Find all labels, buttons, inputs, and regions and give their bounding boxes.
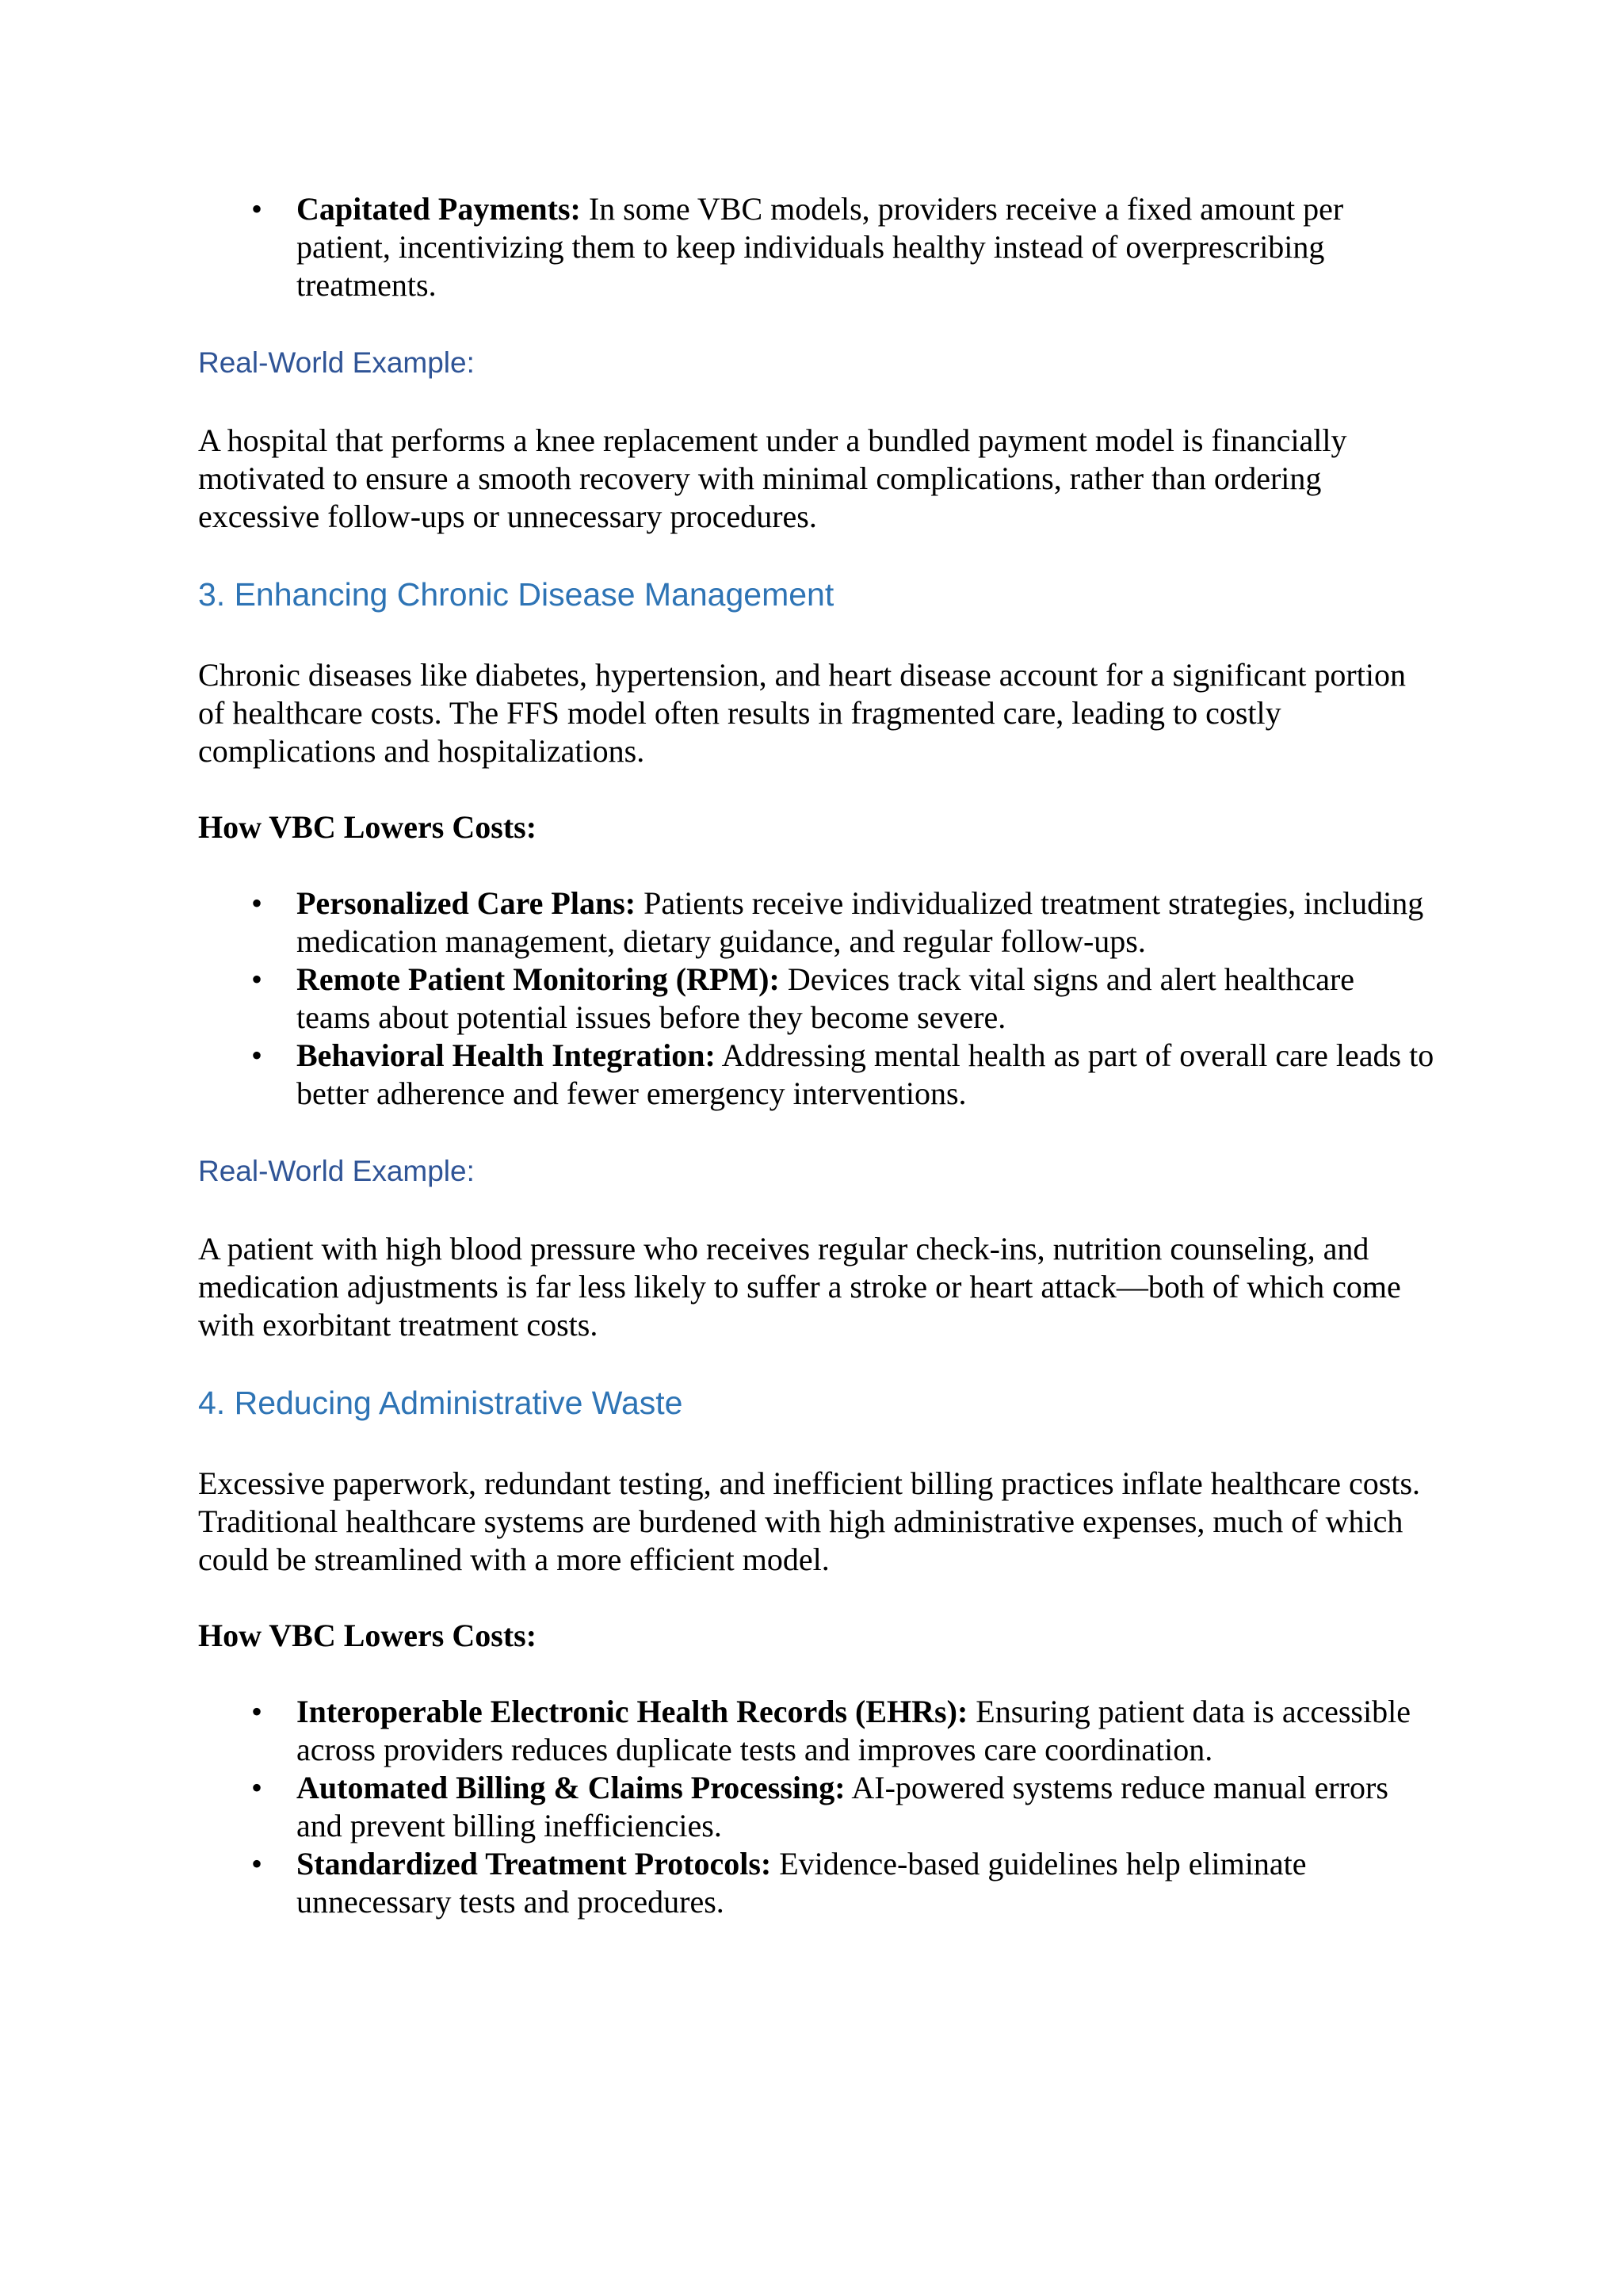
list-item-term: Interoperable Electronic Health Records (EHRs): xyxy=(296,1694,968,1729)
bullet-icon: • xyxy=(250,885,262,921)
real-world-example-text: A patient with high blood pressure who receives regular check-ins, nutrition counseling, and medication adjustments is far less likely to suffer a stroke or heart attack—both of which come with exorbitant treatment costs. xyxy=(198,1231,1401,1343)
section-intro-text: Excessive paperwork, redundant testing, and inefficient billing practices inflate healthcare costs. Traditional healthcare systems are burdened with high administrative expenses, much of which could be streamlined with a more efficient model. xyxy=(198,1465,1421,1577)
document-page xyxy=(198,190,1434,1921)
list-item xyxy=(198,1037,1434,1113)
section-intro-text: Chronic diseases like diabetes, hypertension, and heart disease account for a significant portion of healthcare costs. The FFS model often results in fragmented care, leading to costly complications and hospitalizations. xyxy=(198,657,1406,769)
real-world-example-heading: Real-World Example: xyxy=(198,346,475,379)
list-item-text: Patients receive individualized treatment strategies, including medication management, dietary guidance, and regular follow-ups. xyxy=(296,885,1424,959)
list-item-text: Addressing mental health as part of overall care leads to better adherence and fewer emergency interventions. xyxy=(296,1037,1434,1111)
list-item-text: Evidence-based guidelines help eliminate unnecessary tests and procedures. xyxy=(296,1846,1307,1920)
list-item-term: Remote Patient Monitoring (RPM): xyxy=(296,961,780,997)
list-item-term: Capitated Payments: xyxy=(296,191,581,227)
section-heading-chronic-disease: 3. Enhancing Chronic Disease Management xyxy=(198,576,834,613)
capitated-payments-list xyxy=(198,190,1434,304)
list-item-text: Devices track vital signs and alert healthcare teams about potential issues before they become severe. xyxy=(296,961,1355,1035)
bullet-icon: • xyxy=(250,961,262,997)
list-item xyxy=(198,884,1434,961)
list-item xyxy=(198,1845,1434,1921)
bullet-icon: • xyxy=(250,191,262,227)
real-world-example-text: A hospital that performs a knee replacement under a bundled payment model is financially motivated to ensure a smooth recovery with minimal complications, rather than ordering excessive follow-ups or unnecessary procedures. xyxy=(198,422,1347,534)
bullet-icon: • xyxy=(250,1846,262,1881)
list-item-text: AI-powered systems reduce manual errors and prevent billing inefficiencies. xyxy=(296,1770,1388,1843)
list-item xyxy=(198,961,1434,1037)
bullet-icon: • xyxy=(250,1770,262,1805)
list-item-term: Behavioral Health Integration: xyxy=(296,1037,716,1073)
how-vbc-lowers-costs-label: How VBC Lowers Costs: xyxy=(198,809,537,845)
list-item xyxy=(198,1769,1434,1845)
chronic-disease-strategies-list xyxy=(198,884,1434,1113)
list-item xyxy=(198,190,1434,304)
section-heading-administrative-waste: 4. Reducing Administrative Waste xyxy=(198,1385,683,1421)
how-vbc-lowers-costs-label: How VBC Lowers Costs: xyxy=(198,1618,537,1653)
list-item-term: Personalized Care Plans: xyxy=(296,885,636,921)
list-item-term: Standardized Treatment Protocols: xyxy=(296,1846,772,1881)
list-item-text: Ensuring patient data is accessible across providers reduces duplicate tests and improves care coordination. xyxy=(296,1694,1411,1767)
administrative-waste-strategies-list xyxy=(198,1693,1434,1921)
list-item-term: Automated Billing & Claims Processing: xyxy=(296,1770,846,1805)
list-item xyxy=(198,1693,1434,1769)
list-item-text: In some VBC models, providers receive a fixed amount per patient, incentivizing them to keep individuals healthy instead of overprescribing treatments. xyxy=(296,191,1344,303)
bullet-icon: • xyxy=(250,1694,262,1729)
real-world-example-heading: Real-World Example: xyxy=(198,1155,475,1187)
bullet-icon: • xyxy=(250,1037,262,1073)
